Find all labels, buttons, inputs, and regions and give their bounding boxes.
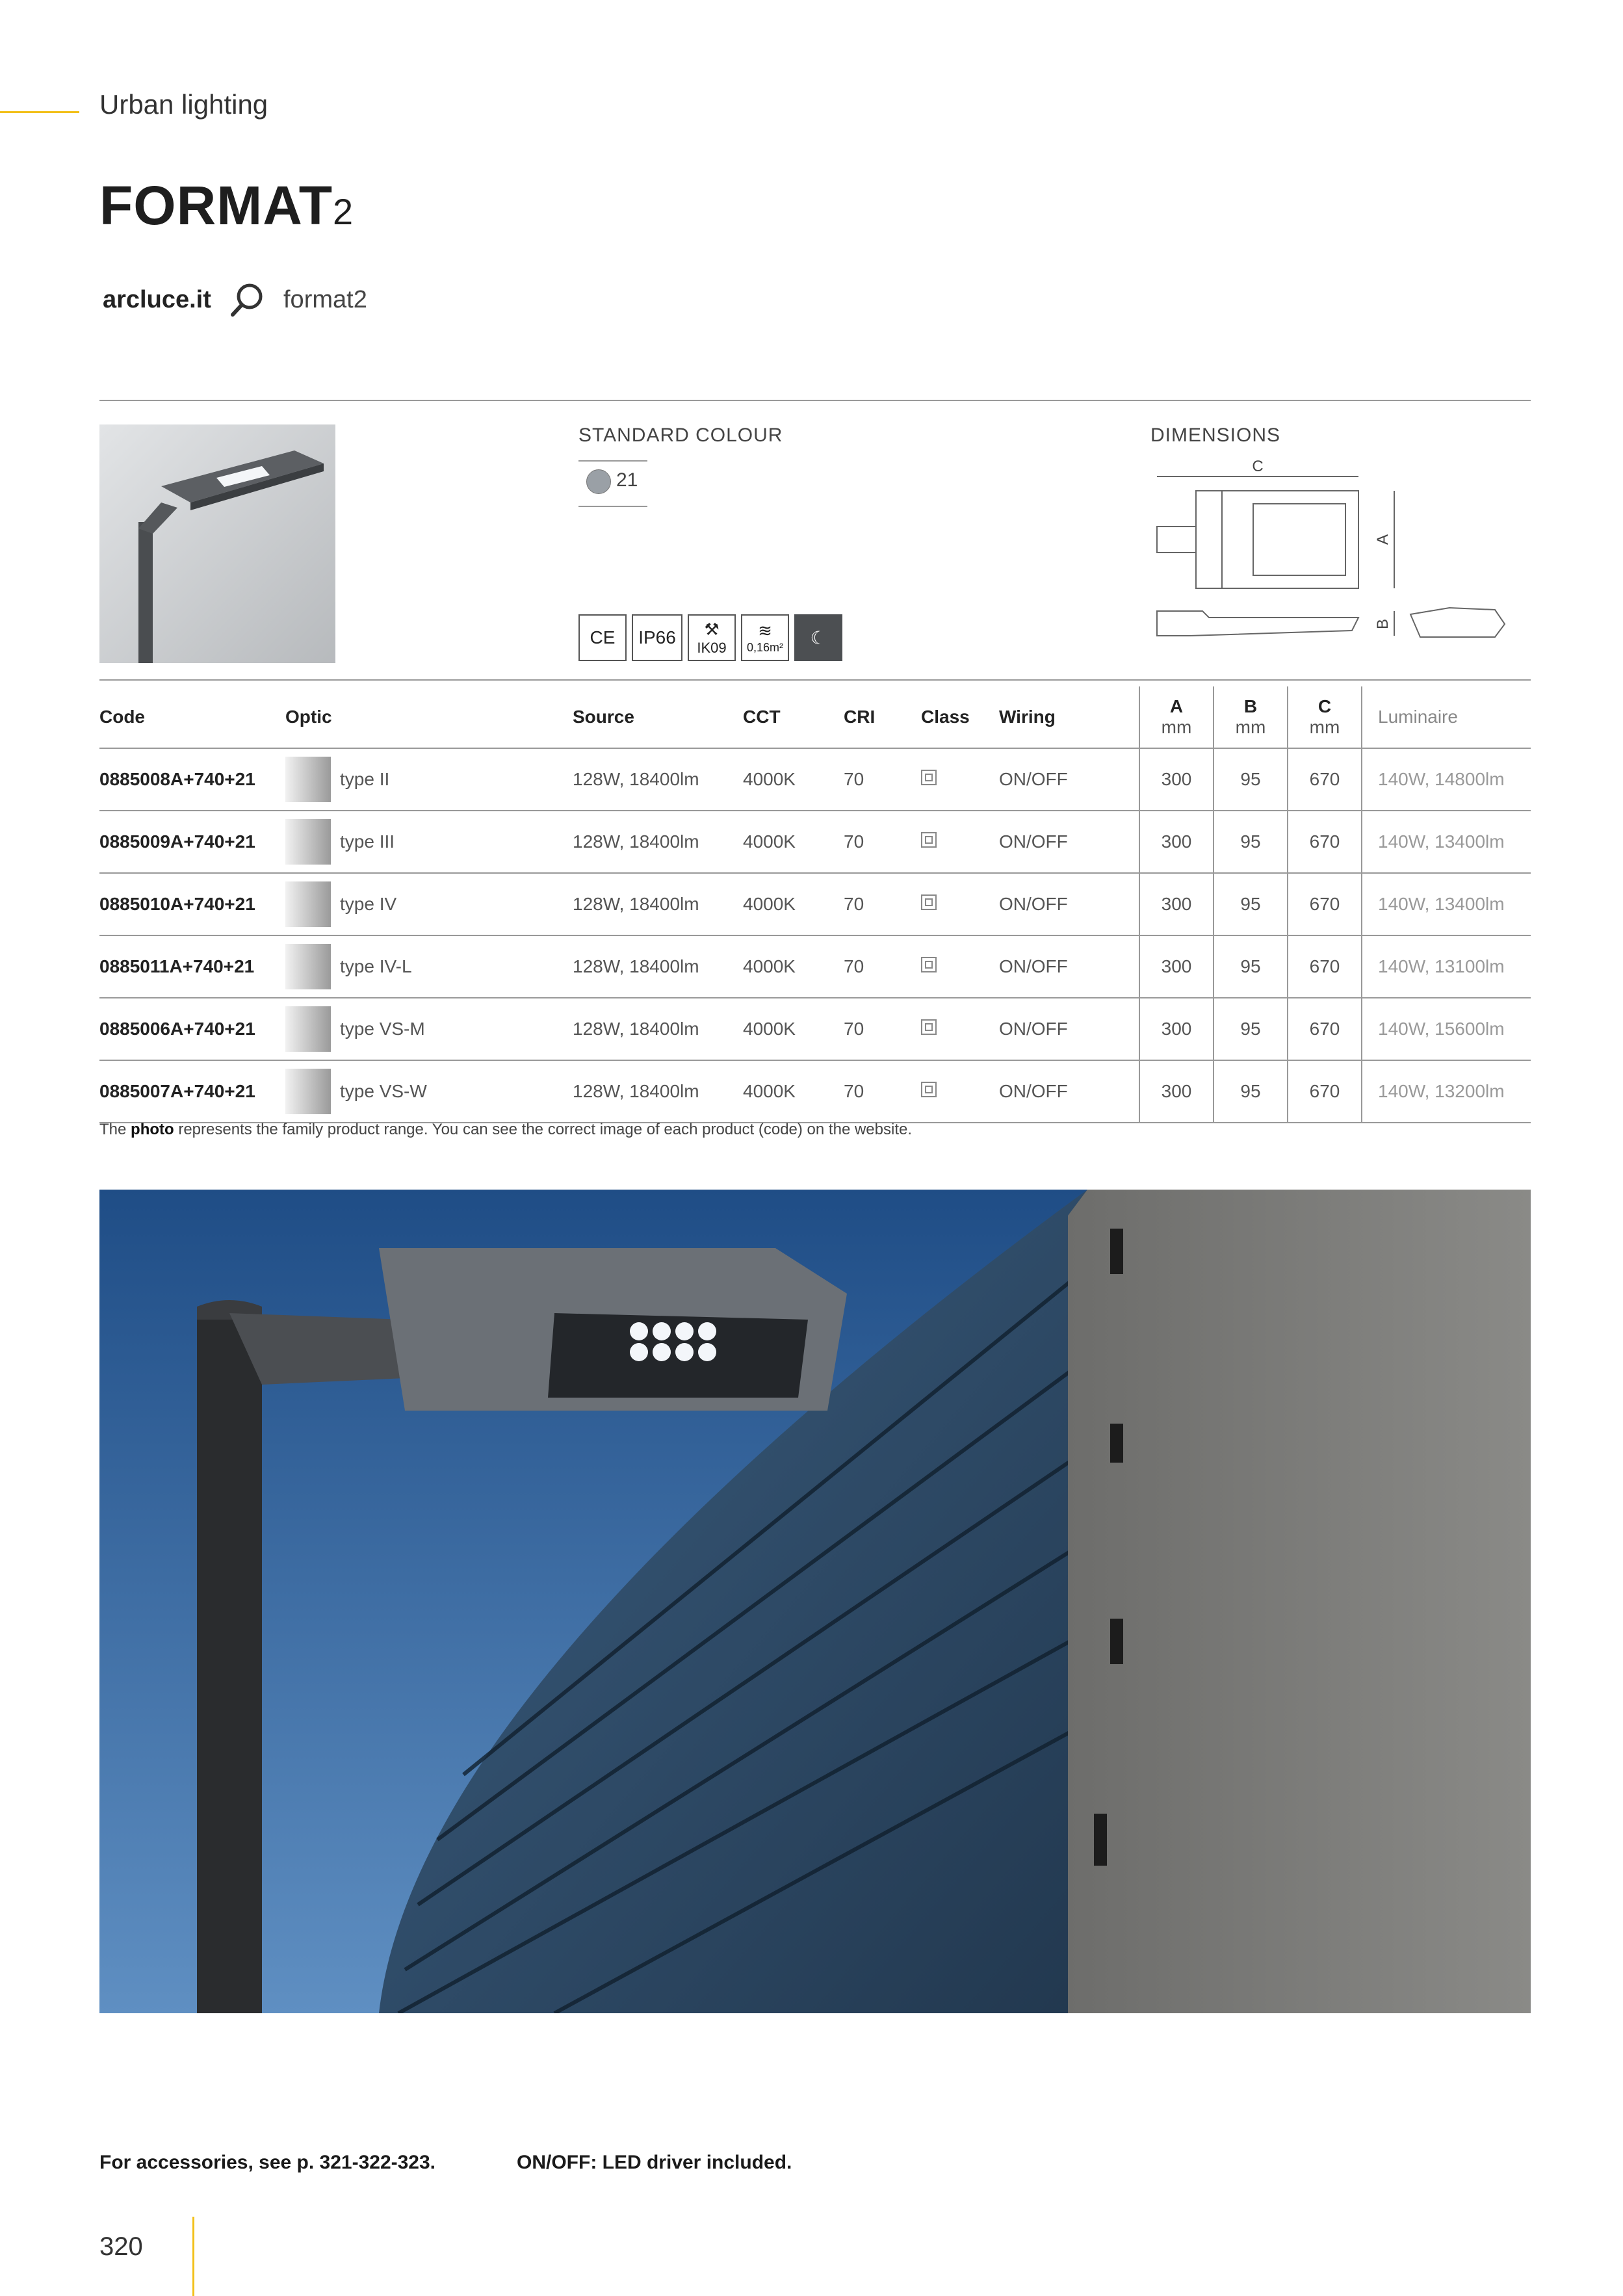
driver-note: ON/OFF: LED driver included. [517,2152,792,2173]
cell-luminaire: 140W, 13400lm [1362,873,1531,935]
cell-cri: 70 [844,998,921,1060]
cell-a: 300 [1139,873,1214,935]
cell-b: 95 [1214,1060,1288,1123]
optic-distribution-icon [285,881,331,927]
cell-luminaire: 140W, 15600lm [1362,998,1531,1060]
cell-source: 128W, 18400lm [573,1060,743,1123]
table-row [99,998,1531,1060]
cell-source: 128W, 18400lm [573,873,743,935]
class-ii-icon [921,1019,937,1035]
table-row [99,1060,1531,1123]
section-title: Urban lighting [99,89,268,120]
dimension-label-a: A [1374,534,1392,545]
class-ii-icon [921,1082,937,1097]
cell-optic: type VS-M [340,1019,425,1039]
cell-luminaire: 140W, 13200lm [1362,1060,1531,1123]
cell-cct: 4000K [743,998,844,1060]
dimensions-heading: DIMENSIONS [1150,424,1281,446]
cell-c: 670 [1288,873,1362,935]
cell-source: 128W, 18400lm [573,748,743,811]
optic-distribution-icon [285,1069,331,1114]
col-b: B mm [1214,686,1288,748]
table-row [99,748,1531,811]
cell-cri: 70 [844,873,921,935]
cell-source: 128W, 18400lm [573,935,743,998]
col-cri: CRI [844,686,921,748]
cell-code: 0885008A+740+21 [99,748,285,811]
class-ii-icon [921,957,937,972]
cell-luminaire: 140W, 14800lm [1362,748,1531,811]
accessories-note: For accessories, see p. 321-322-323. [99,2152,436,2173]
cell-a: 300 [1139,935,1214,998]
product-title-sub: 2 [333,191,354,232]
col-source: Source [573,686,743,748]
table-row [99,873,1531,935]
photo-note: The photo represents the family product range. You can see the correct image of each product (code) on the website. [99,1121,912,1138]
col-a: A mm [1139,686,1214,748]
cell-b: 95 [1214,811,1288,873]
cell-b: 95 [1214,873,1288,935]
col-c: C mm [1288,686,1362,748]
cell-cri: 70 [844,1060,921,1123]
product-title [99,174,354,237]
cell-cct: 4000K [743,873,844,935]
cell-cct: 4000K [743,935,844,998]
standard-colour-heading: STANDARD COLOUR [578,424,783,446]
cell-cri: 70 [844,935,921,998]
ik09-label: IK09 [697,639,727,656]
cell-code: 0885006A+740+21 [99,998,285,1060]
ik09-badge [688,614,736,661]
cell-c: 670 [1288,811,1362,873]
col-wiring: Wiring [999,686,1139,748]
colour-swatch [586,469,611,494]
wind-icon: ≋ [758,621,772,640]
cell-code: 0885009A+740+21 [99,811,285,873]
class-ii-icon [921,894,937,910]
cell-cct: 4000K [743,811,844,873]
cell-wiring: ON/OFF [999,998,1139,1060]
cell-wiring: ON/OFF [999,748,1139,811]
cell-c: 670 [1288,998,1362,1060]
cell-code: 0885007A+740+21 [99,1060,285,1123]
page-number: 320 [99,2232,143,2261]
wind-area-label: 0,16m² [746,641,784,654]
optic-distribution-icon [285,757,331,802]
cell-c: 670 [1288,935,1362,998]
cell-wiring: ON/OFF [999,1060,1139,1123]
cell-b: 95 [1214,935,1288,998]
class-ii-icon [921,770,937,785]
night-lighting-icon: ☾ [794,614,842,661]
product-title-main: FORMAT [99,175,333,236]
optic-distribution-icon [285,1006,331,1052]
cell-optic: type III [340,831,395,852]
cell-b: 95 [1214,998,1288,1060]
col-code: Code [99,686,285,748]
impact-hammer-icon: ⚒ [704,619,720,639]
dimension-label-b: B [1374,618,1392,630]
cell-a: 300 [1139,748,1214,811]
cell-wiring: ON/OFF [999,935,1139,998]
col-luminaire: Luminaire [1362,686,1531,748]
colour-code: 21 [616,469,638,491]
cell-cct: 4000K [743,1060,844,1123]
table-row [99,811,1531,873]
cell-b: 95 [1214,748,1288,811]
col-class: Class [921,686,999,748]
cell-c: 670 [1288,1060,1362,1123]
cell-code: 0885010A+740+21 [99,873,285,935]
ce-mark-icon: CE [578,614,627,661]
page-accent-line [192,2217,194,2296]
dimension-label-c: C [1252,458,1264,475]
cell-optic: type II [340,769,390,789]
cell-a: 300 [1139,811,1214,873]
cell-cct: 4000K [743,748,844,811]
cell-code: 0885011A+740+21 [99,935,285,998]
cell-cri: 70 [844,748,921,811]
cell-source: 128W, 18400lm [573,811,743,873]
cell-wiring: ON/OFF [999,873,1139,935]
cell-optic: type IV-L [340,956,412,976]
cell-c: 670 [1288,748,1362,811]
cell-a: 300 [1139,998,1214,1060]
search-icon [227,282,266,322]
table-header-row [99,686,1531,748]
optic-distribution-icon [285,819,331,865]
cell-optic: type VS-W [340,1081,427,1101]
ip66-badge: IP66 [632,614,682,661]
cell-luminaire: 140W, 13400lm [1362,811,1531,873]
hero-photo [99,1190,1531,2013]
dimensions-drawing [1150,455,1527,653]
class-ii-icon [921,832,937,848]
wind-area-badge [741,614,789,661]
section-accent-line [0,111,79,113]
col-optic: Optic [285,686,573,748]
cell-wiring: ON/OFF [999,811,1139,873]
cell-luminaire: 140W, 13100lm [1362,935,1531,998]
product-photo [99,424,335,663]
cell-source: 128W, 18400lm [573,998,743,1060]
cell-cri: 70 [844,811,921,873]
optic-distribution-icon [285,944,331,989]
divider-table-top [99,679,1531,681]
cell-optic: type IV [340,894,397,914]
website-link[interactable]: arcluce.it [103,286,211,313]
search-term: format2 [283,286,367,313]
divider-top [99,400,1531,401]
cell-a: 300 [1139,1060,1214,1123]
col-cct: CCT [743,686,844,748]
table-row [99,935,1531,998]
spec-table [99,686,1531,1123]
